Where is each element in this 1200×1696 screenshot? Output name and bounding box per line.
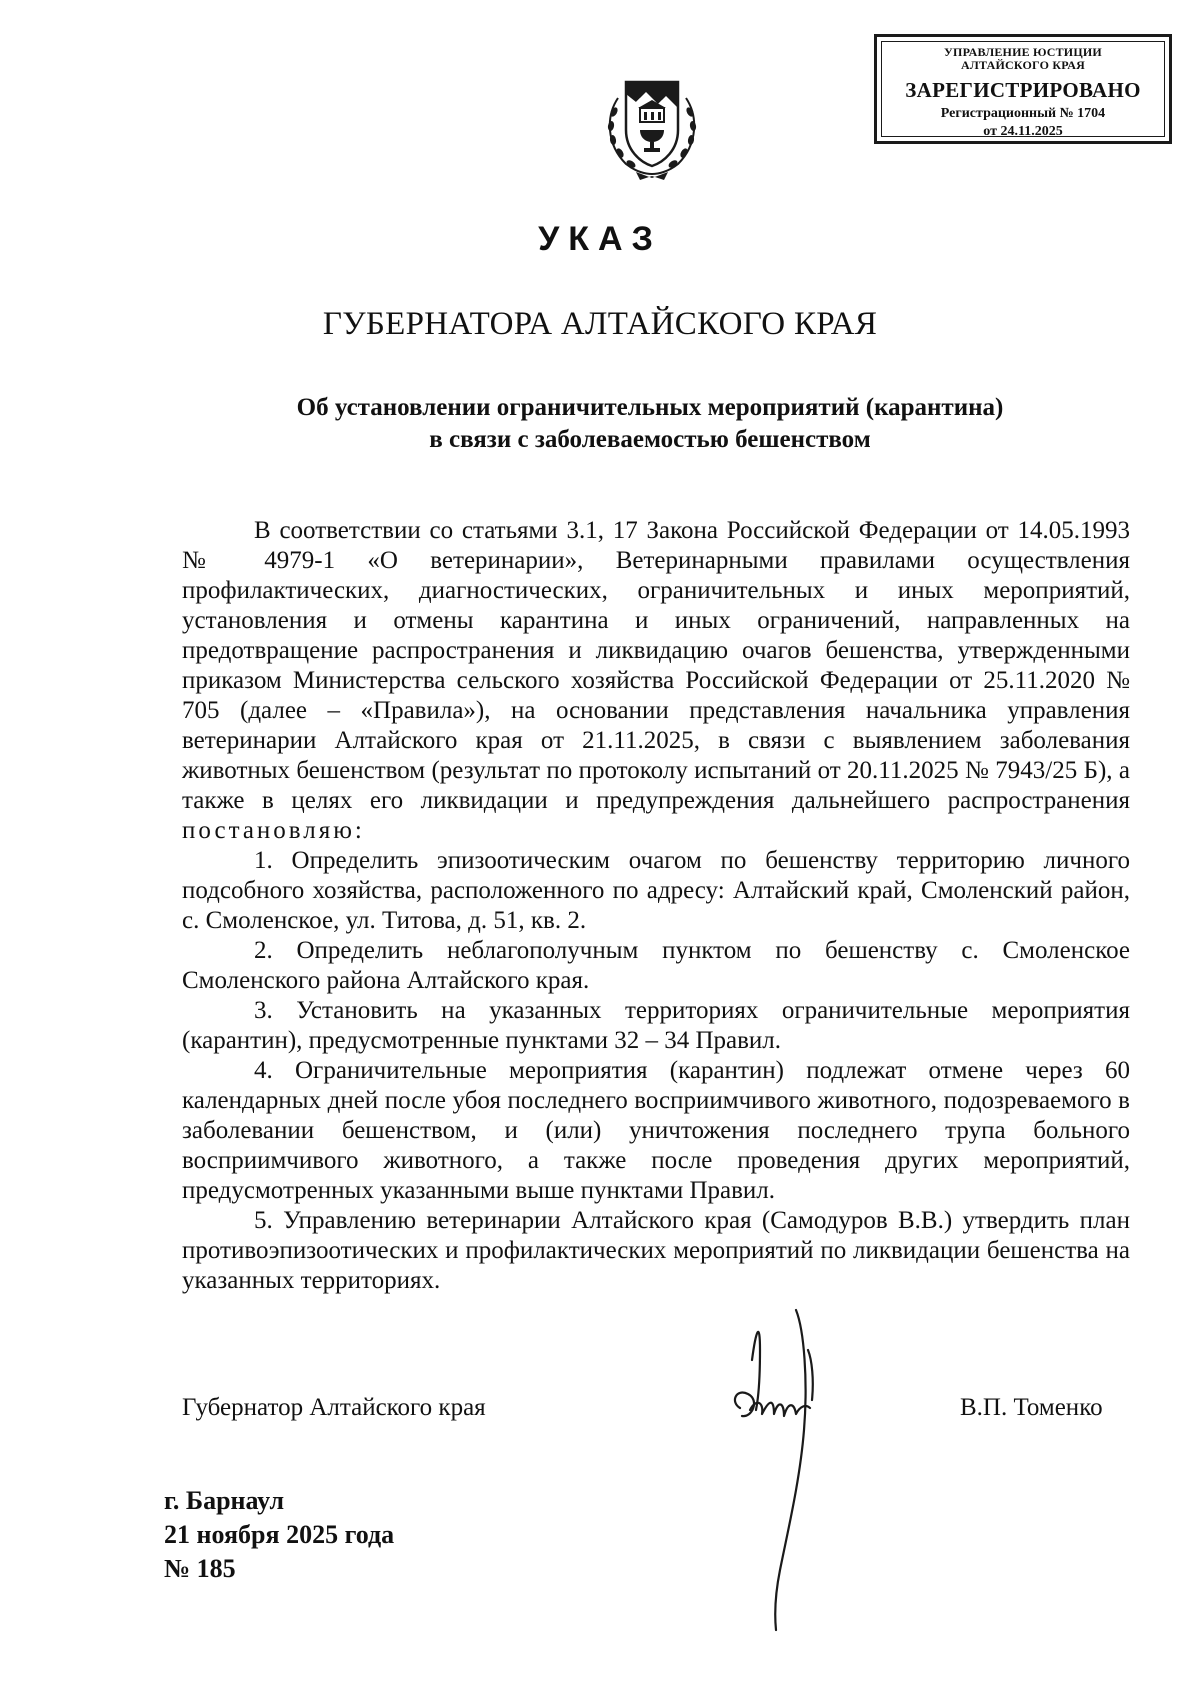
footer-date: 21 ноября 2025 года [164, 1520, 395, 1549]
document-heading-line2: в связи с заболеваемостью бешенством [429, 426, 871, 453]
body-preamble-text: В соответствии со статьями 3.1, 17 Закона Российской Федерации от 14.05.1993 № 4979-1 «О ветеринарии», Ветеринарными правилами осуществления профилактических, диагностических, ограничительных и иных мероприятий, установления и отмены карантина и иных ограничений, направленных на предотвращение распространения и ликвидацию очагов бешенства, утвержденными приказом Министерства сельского хозяйства Российской Федерации от 25.11.2020 № 705 (далее – «Правила»), на основании представления начальника управления ветеринарии Алтайского края от 21.11.2025, в связи с выявлением заболевания животных бешенством (результат по протоколу испытаний от 20.11.2025 № 7943/25 Б), а также в целях его ликвидации и предупреждения дальнейшего распространения [182, 517, 1130, 814]
stamp-registration-date: от 24.11.2025 [983, 124, 1063, 139]
document-type: УКАЗ [538, 220, 662, 258]
document-heading-line1: Об установлении ограничительных мероприятий (карантина) [296, 394, 1004, 421]
body-item-2: 2. Определить неблагополучным пунктом по бешенству с. Смоленское Смоленского района Алтайского края. [182, 937, 1130, 994]
body-preamble [182, 516, 1130, 846]
document-body [182, 516, 1130, 1296]
document-heading [160, 392, 1140, 456]
body-item-3: 3. Установить на указанных территориях ограничительные мероприятия (карантин), предусмотренные пунктами 32 – 34 Правил. [182, 997, 1130, 1054]
document-issuer: ГУБЕРНАТОРА АЛТАЙСКОГО КРАЯ [322, 306, 878, 342]
footer-number: № 185 [164, 1554, 236, 1583]
body-item-4: 4. Ограничительные мероприятия (карантин) подлежат отмене через 60 календарных дней после убоя последнего восприимчивого животного, подозреваемого в заболевании бешенством, и (или) уничтожения последнего трупа больного восприимчивого животного, а также после проведения других мероприятий, предусмотренных указанными выше пунктами Правил. [182, 1057, 1130, 1204]
stamp-department-line2: АЛТАЙСКОГО КРАЯ [961, 58, 1085, 72]
body-item-5: 5. Управлению ветеринарии Алтайского края (Самодуров В.В.) утвердить план противоэпизоотических и профилактических мероприятий по ликвидации бешенства на указанных территориях. [182, 1207, 1130, 1294]
document-footer [164, 1484, 394, 1586]
stamp-inner-frame [881, 41, 1165, 137]
stamp-department-line1: УПРАВЛЕНИЕ ЮСТИЦИИ [944, 45, 1102, 59]
signatory-name: В.П. Томенко [960, 1394, 1103, 1421]
stamp-department [882, 46, 1164, 72]
body-item-1: 1. Определить эпизоотическим очагом по бешенству территорию личного подсобного хозяйства, расположенного по адресу: Алтайский край, Смоленский район, с. Смоленское, ул. Титова, д. 51, кв. 2. [182, 847, 1130, 934]
registration-stamp [874, 34, 1172, 144]
stamp-registration-number: Регистрационный № 1704 [940, 106, 1106, 121]
footer-city: г. Барнаул [164, 1486, 285, 1515]
signatory-role: Губернатор Алтайского края [182, 1394, 486, 1421]
stamp-status: ЗАРЕГИСТРИРОВАНО [905, 78, 1141, 102]
decree-word: постановляю: [182, 817, 365, 844]
handwritten-signature-icon [700, 1290, 850, 1650]
coat-of-arms-icon [596, 68, 708, 182]
